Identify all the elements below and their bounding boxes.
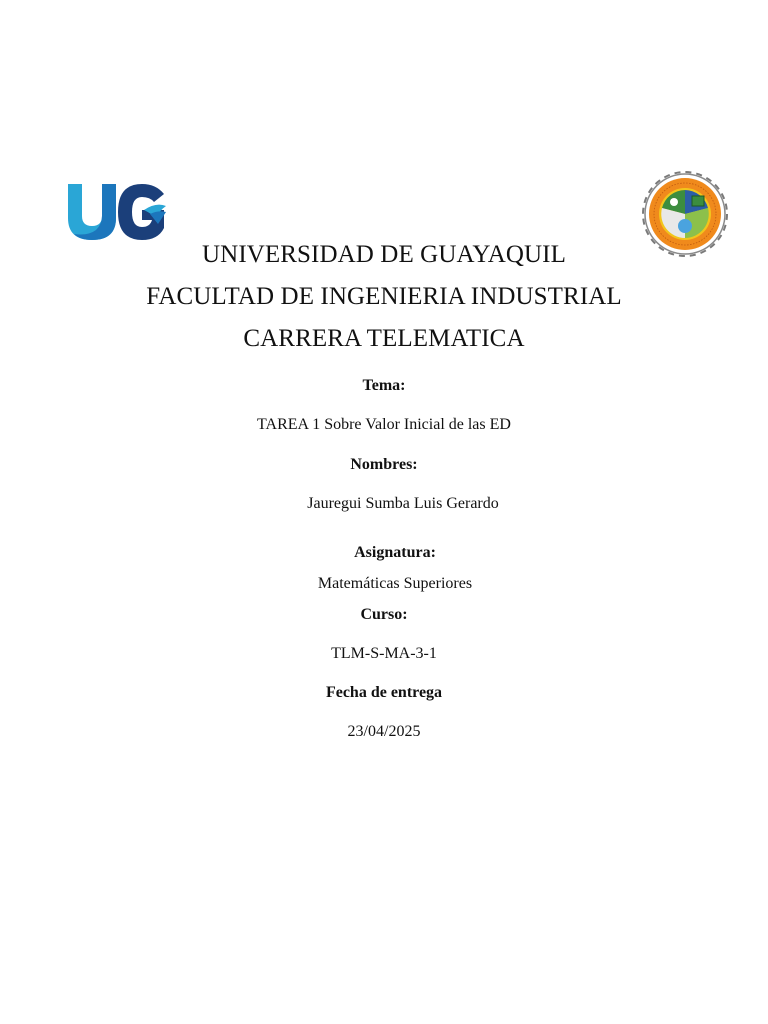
- asignatura-value: Matemáticas Superiores: [317, 575, 473, 592]
- fecha-label: Fecha de entrega: [325, 684, 443, 701]
- fecha-value: 23/04/2025: [347, 723, 421, 740]
- curso-value: TLM-S-MA-3-1: [331, 645, 437, 662]
- curso-label: Curso:: [360, 606, 408, 623]
- career-name: CARRERA TELEMATICA: [243, 325, 525, 352]
- asignatura-label: Asignatura:: [354, 544, 436, 561]
- university-name: UNIVERSIDAD DE GUAYAQUIL: [202, 241, 566, 268]
- tema-label: Tema:: [362, 377, 406, 394]
- ug-logo: [66, 180, 168, 242]
- nombres-label: Nombres:: [350, 456, 418, 473]
- faculty-name: FACULTAD DE INGENIERIA INDUSTRIAL: [146, 283, 622, 310]
- nombres-value: Jauregui Sumba Luis Gerardo: [307, 495, 499, 512]
- tema-value: TAREA 1 Sobre Valor Inicial de las ED: [257, 416, 511, 433]
